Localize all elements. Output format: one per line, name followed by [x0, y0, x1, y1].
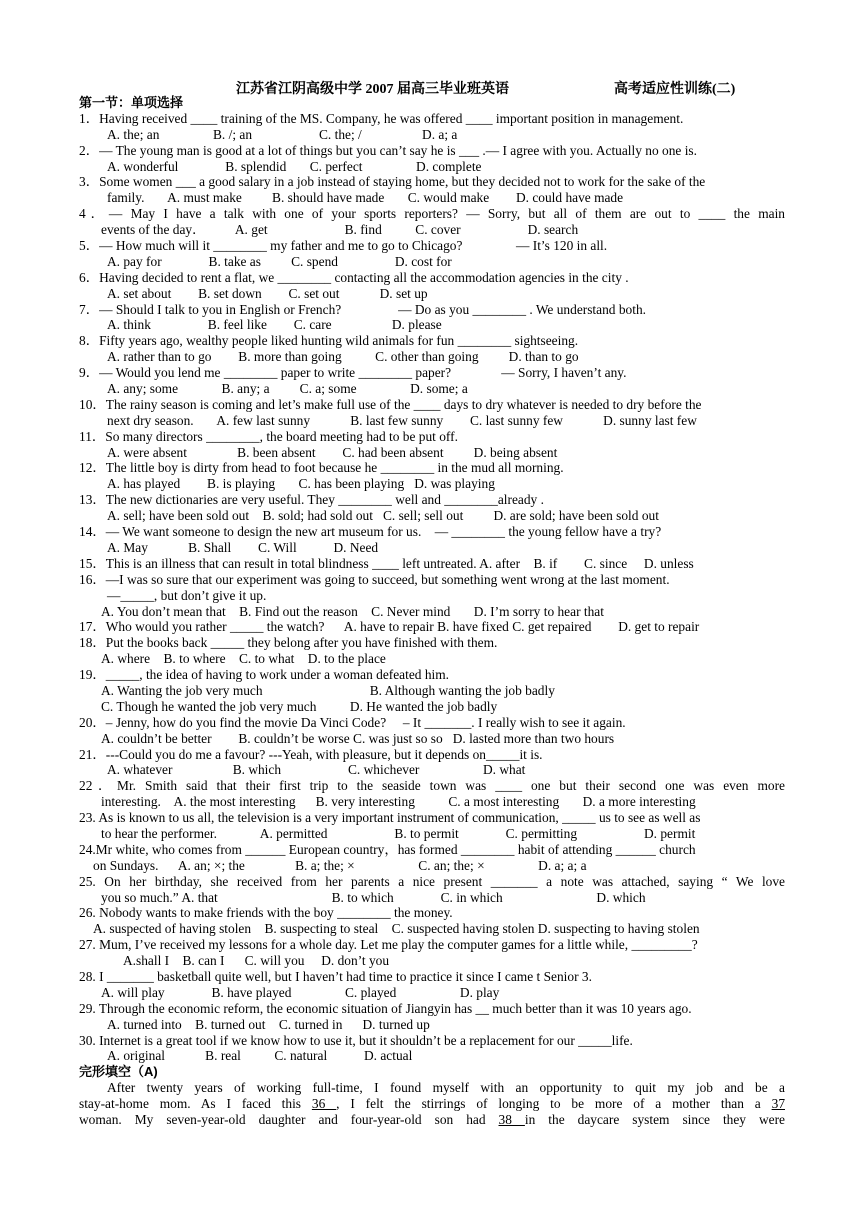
question-line: 20．– Jenny, how do you find the movie Da Vinci Code? – It _______. I really wish to see it again. [79, 714, 626, 730]
question-options-line: A. pay for B. take as C. spend D. cost for [107, 253, 452, 269]
question-options-line: family. A. must make B. should have made C. would make D. could have made [107, 190, 624, 206]
question-line: 29. Through the economic reform, the economic situation of Jiangyin has __ much better than it was 10 years ago. [79, 1000, 692, 1016]
question-options-line: A. May B. Shall C. Will D. Need [107, 539, 379, 555]
question-options-line: A. the; an B. /; an C. the; / D. a; a [107, 126, 458, 142]
question-options-line: A. where B. to where C. to what D. to the place [101, 651, 386, 667]
question-line: 22．Mr. Smith said that their first trip to the seaside town was ____ one but their second one was even more [79, 778, 785, 794]
cloze-blank-37: 37 [771, 1096, 785, 1112]
question-options-line: A. suspected of having stolen B. suspecting to steal C. suspected having stolen D. suspecting to having stolen [93, 921, 700, 937]
question-line: 28. I _______ basketball quite well, but I haven’t had time to practice it since I came t Senior 3. [79, 968, 592, 984]
question-line: 25. On her birthday, she received from her parents a nice present _______ a note was attached, saying “ We love [79, 873, 785, 889]
question-line: 19．_____, the idea of having to work under a woman defeated him. [79, 667, 450, 683]
question-line: 17．Who would you rather _____ the watch? A. have to repair B. have fixed C. get repaired D. get to repair [79, 619, 700, 635]
question-line: 24.Mr white, who comes from ______ European country，has formed ________ habit of attending ______ church [79, 841, 696, 857]
question-line: 4．— May I have a talk with one of your sports reporters? — Sorry, but all of them are out to ____ the main [79, 206, 785, 222]
document-subtitle: 高考适应性训练(二) [614, 82, 736, 97]
multiple-choice-questions [79, 111, 785, 1064]
question-line: 1．Having received ____ training of the MS. Company, he was offered ____ important position in management. [79, 110, 684, 126]
question-line: 26. Nobody wants to make friends with the boy ________ the money. [79, 905, 453, 921]
question-line: 21．---Could you do me a favour? ---Yeah, with pleasure, but it depends on_____it is. [79, 746, 543, 762]
question-options-line: —_____, but don’t give it up. [107, 587, 267, 603]
cloze-passage [79, 1080, 785, 1128]
question-options-line: A. Wanting the job very much B. Although wanting the job badly [101, 682, 555, 698]
document-title: 江苏省江阴高级中学 2007 届高三毕业班英语 [236, 82, 509, 97]
question-line: 10．The rainy season is coming and let’s make full use of the ____ days to dry whatever is needed to dry before the [79, 396, 702, 412]
question-line: 15．This is an illness that can result in total blindness ____ left untreated. A. after B. if C. since D. unless [79, 555, 694, 571]
question-line: 3．Some women ___ a good salary in a job instead of staying home, but they decided not to work for the sake of the [79, 174, 706, 190]
question-options-line: A. rather than to go B. more than going C. other than going D. than to go [107, 349, 579, 365]
question-options-line: A. couldn’t be better B. couldn’t be worse C. was just so so D. lasted more than two hours [101, 730, 615, 746]
question-line: 16．—I was so sure that our experiment was going to succeed, but something went wrong at the last moment. [79, 571, 670, 587]
question-line: 11．So many directors ________, the board meeting had to be put off. [79, 428, 458, 444]
cloze-text: woman. My seven-year-old daughter and four-year-old son had [79, 1112, 499, 1127]
cloze-text: in the daycare system since they were [524, 1112, 785, 1127]
question-line: 2．— The young man is good at a lot of things but you can’t say he is ___ .— I agree with you. Actually no one is. [79, 142, 697, 158]
question-options-line: to hear the performer. A. permitted B. to permit C. permitting D. permit [101, 825, 696, 841]
question-options-line: you so much.” A. that B. to which C. in which D. which [101, 889, 646, 905]
cloze-text: stay-at-home mom. As I faced this [79, 1096, 312, 1112]
section-heading-multiple-choice: 第一节：单项选择 [79, 95, 184, 110]
question-line: 23. As is known to us all, the television is a very important instrument of communication, _____ us to see as well as [79, 810, 701, 826]
question-options-line: interesting. A. the most interesting B. very interesting C. a most interesting D. a more interesting [101, 794, 696, 810]
cloze-line [79, 1096, 785, 1112]
question-options-line: events of the day． A. get B. find C. cover D. search [101, 222, 579, 238]
question-options-line: A. think B. feel like C. care D. please [107, 317, 442, 333]
question-options-line: on Sundays. A. an; ×; the B. a; the; × C. an; the; × D. a; a; a [93, 857, 587, 873]
question-options-line: A. wonderful B. splendid C. perfect D. complete [107, 158, 482, 174]
question-line: 9．— Would you lend me ________ paper to write ________ paper? — Sorry, I haven’t any. [79, 365, 627, 381]
question-options-line: A. will play B. have played C. played D. play [101, 984, 500, 1000]
question-line: 30. Internet is a great tool if we know how to use it, but it shouldn’t be a replacement for our _____life. [79, 1032, 633, 1048]
question-line: 12．The little boy is dirty from head to foot because he ________ in the mud all morning. [79, 460, 564, 476]
question-line: 8．Fifty years ago, wealthy people liked hunting wild animals for fun ________ sightseeing. [79, 333, 579, 349]
question-line: 13．The new dictionaries are very useful. They ________ well and ________already . [79, 492, 544, 508]
cloze-text: After twenty years of working full-time, I found myself with an opportunity to quit my job and be a [107, 1080, 785, 1096]
cloze-line [79, 1112, 785, 1128]
question-options-line: A.shall I B. can I C. will you D. don’t you [123, 953, 390, 969]
question-line: 7．— Should I talk to you in English or French? — Do as you ________ . We understand both. [79, 301, 646, 317]
question-options-line: C. Though he wanted the job very much D. He wanted the job badly [101, 698, 498, 714]
question-options-line: next dry season. A. few last sunny B. last few sunny C. last sunny few D. sunny last few [107, 412, 697, 428]
question-options-line: A. You don’t mean that B. Find out the reason C. Never mind D. I’m sorry to hear that [101, 603, 604, 619]
question-options-line: A. set about B. set down C. set out D. set up [107, 285, 428, 301]
exam-content [79, 95, 785, 1128]
question-options-line: A. sell; have been sold out B. sold; had sold out C. sell; sell out D. are sold; have been sold out [107, 508, 659, 524]
question-options-line: A. has played B. is playing C. has been playing D. was playing [107, 476, 495, 492]
question-line: 27. Mum, I’ve received my lessons for a whole day. Let me play the computer games for a little while, _________? [79, 937, 698, 953]
question-options-line: A. turned into B. turned out C. turned in D. turned up [107, 1016, 430, 1032]
question-options-line: A. whatever B. which C. whichever D. what [107, 762, 526, 778]
question-options-line: A. original B. real C. natural D. actual [107, 1048, 413, 1064]
question-line: 18．Put the books back _____ they belong after you have finished with them. [79, 635, 498, 651]
question-options-line: A. were absent B. been absent C. had been absent D. being absent [107, 444, 558, 460]
question-line: 5．— How much will it ________ my father and me to go to Chicago? — It’s 120 in all. [79, 238, 608, 254]
cloze-blank-38: 38 [498, 1112, 525, 1127]
section-heading-cloze: 完形填空（A) [79, 1064, 158, 1080]
question-line: 14．— We want someone to design the new art museum for us. — ________ the young fellow have a try? [79, 524, 662, 540]
question-options-line: A. any; some B. any; a C. a; some D. some; a [107, 381, 468, 397]
cloze-text: , I felt the stirrings of longing to be more of a mother than a [336, 1096, 772, 1112]
question-line: 6．Having decided to rent a flat, we ________ contacting all the accommodation agencies in the city . [79, 269, 629, 285]
cloze-line [79, 1080, 785, 1096]
cloze-blank-36: 36 [311, 1096, 337, 1112]
